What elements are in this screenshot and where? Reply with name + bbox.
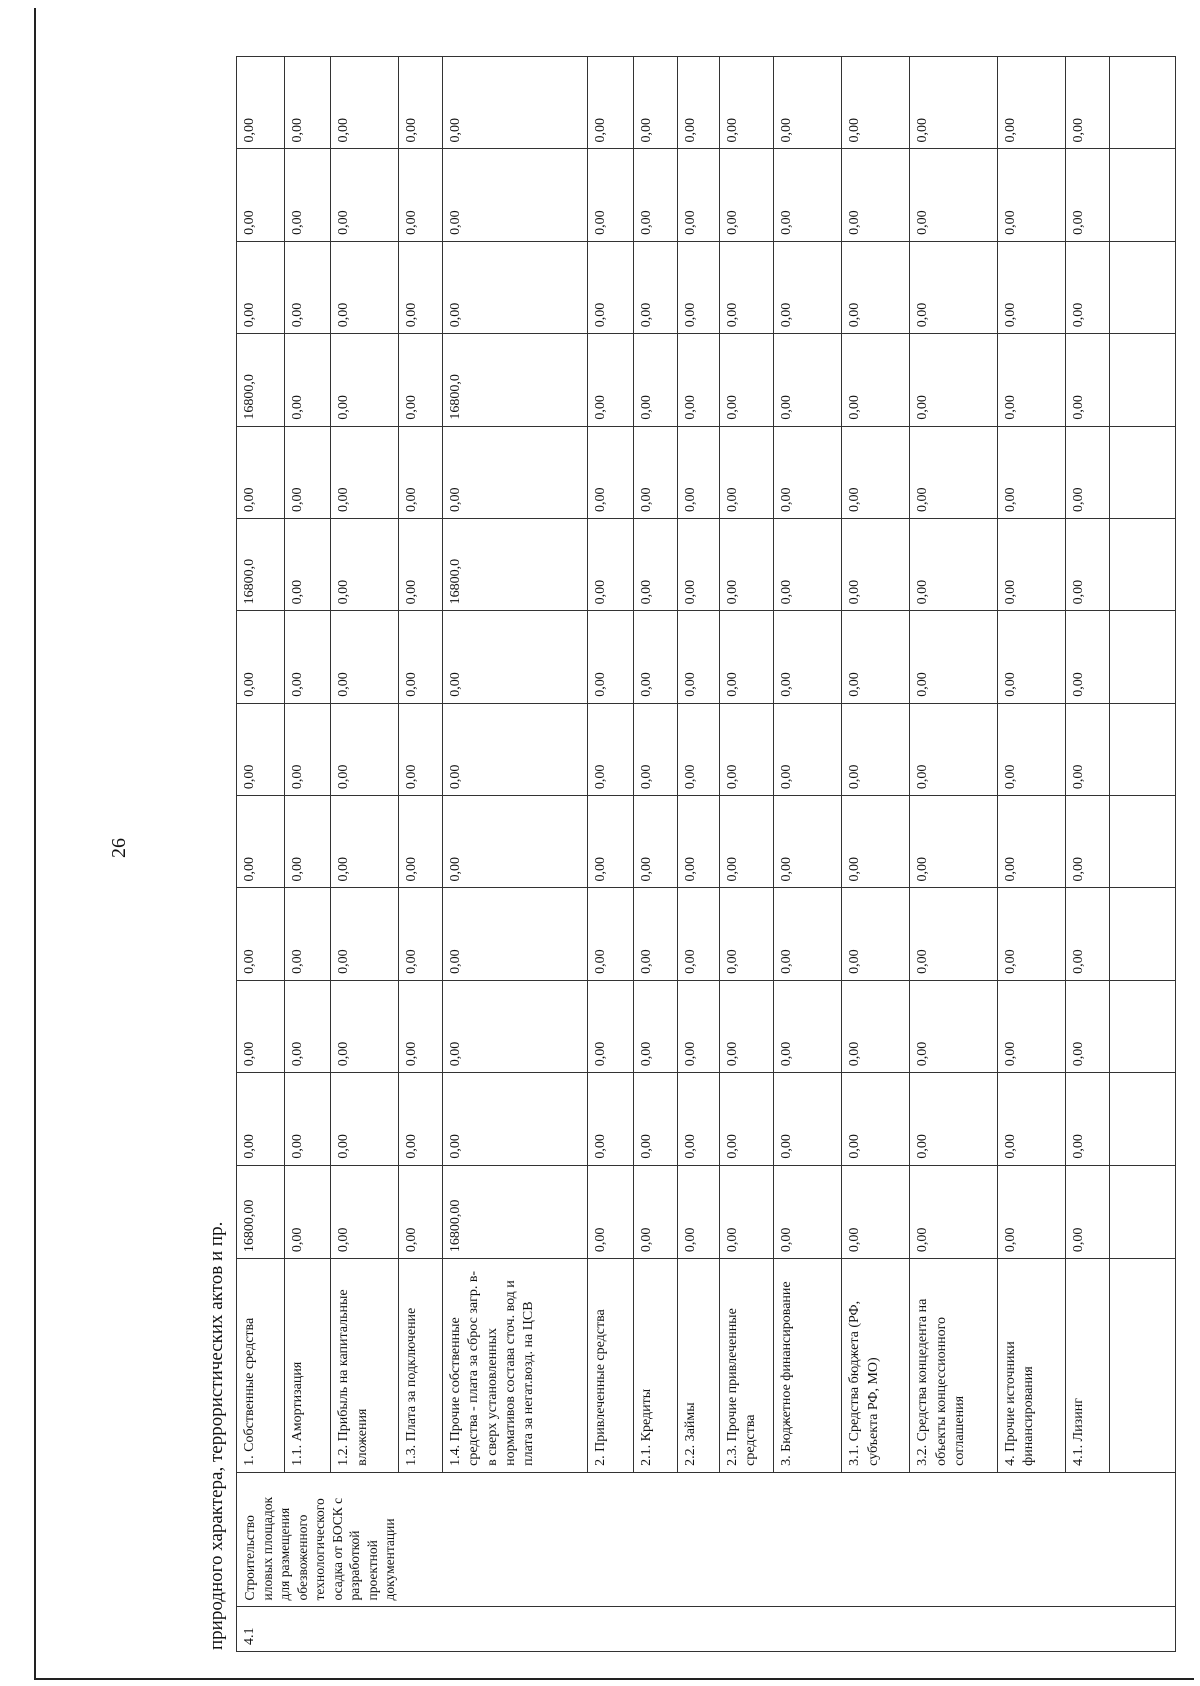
value-cell: 0,00 [285, 241, 331, 333]
value-cell: 0,00 [677, 888, 719, 980]
table-row [285, 57, 331, 1652]
value-cell: 0,00 [285, 980, 331, 1072]
funding-source: 3. Бюджетное финансирование [774, 1259, 842, 1473]
financing-table [236, 56, 1176, 1652]
value-cell: 0,00 [443, 611, 588, 703]
table-row [910, 57, 998, 1652]
value-cell: 0,00 [588, 611, 634, 703]
value-cell: 0,00 [634, 57, 678, 150]
value-cell: 0,00 [910, 149, 998, 241]
value-cell: 0,00 [842, 1073, 910, 1165]
value-cell: 16800,0 [237, 334, 285, 426]
value-cell: 0,00 [634, 241, 678, 333]
value-cell: 0,00 [842, 888, 910, 980]
value-cell: 0,00 [331, 57, 399, 150]
value-cell: 0,00 [285, 519, 331, 611]
value-cell: 0,00 [677, 1073, 719, 1165]
value-cell: 16800,00 [443, 1165, 588, 1258]
value-cell: 0,00 [588, 241, 634, 333]
funding-source: 1.3. Плата за подключение [399, 1259, 443, 1473]
value-cell: 0,00 [443, 426, 588, 518]
funding-source: 2. Привлеченные средства [588, 1259, 634, 1473]
value-cell: 0,00 [399, 426, 443, 518]
value-cell: 0,00 [399, 149, 443, 241]
value-cell: 0,00 [443, 980, 588, 1072]
value-cell: 0,00 [774, 703, 842, 795]
value-cell: 0,00 [910, 57, 998, 150]
value-cell: 0,00 [1066, 888, 1110, 980]
value-cell: 0,00 [399, 241, 443, 333]
value-cell: 0,00 [677, 426, 719, 518]
value-cell: 0,00 [588, 796, 634, 888]
value-cell: 0,00 [677, 980, 719, 1072]
value-cell: 0,00 [719, 1165, 774, 1258]
value-cell: 0,00 [443, 57, 588, 150]
value-cell: 0,00 [842, 611, 910, 703]
value-cell: 0,00 [588, 334, 634, 426]
value-cell: 0,00 [237, 241, 285, 333]
value-cell: 0,00 [285, 334, 331, 426]
value-cell: 0,00 [285, 703, 331, 795]
value-cell: 0,00 [910, 334, 998, 426]
value-cell: 0,00 [677, 149, 719, 241]
funding-source: 3.1. Средства бюджета (РФ, субъекта РФ, МО) [842, 1259, 910, 1473]
value-cell: 0,00 [677, 1165, 719, 1258]
value-cell: 0,00 [910, 888, 998, 980]
value-cell: 0,00 [842, 57, 910, 150]
empty-cell [1110, 1073, 1176, 1165]
value-cell: 0,00 [443, 703, 588, 795]
value-cell: 0,00 [774, 57, 842, 150]
table-row [842, 57, 910, 1652]
value-cell: 0,00 [237, 703, 285, 795]
value-cell: 0,00 [910, 426, 998, 518]
value-cell: 0,00 [331, 149, 399, 241]
value-cell: 0,00 [634, 611, 678, 703]
value-cell: 0,00 [331, 1165, 399, 1258]
value-cell: 0,00 [719, 888, 774, 980]
value-cell: 0,00 [910, 519, 998, 611]
value-cell: 0,00 [1066, 1073, 1110, 1165]
value-cell: 0,00 [719, 334, 774, 426]
empty-cell [1110, 149, 1176, 241]
value-cell: 0,00 [634, 426, 678, 518]
value-cell: 0,00 [331, 703, 399, 795]
value-cell: 0,00 [998, 703, 1066, 795]
value-cell: 0,00 [588, 1165, 634, 1258]
value-cell: 0,00 [399, 1165, 443, 1258]
value-cell: 0,00 [634, 149, 678, 241]
empty-cell [1110, 519, 1176, 611]
value-cell: 0,00 [677, 703, 719, 795]
value-cell: 0,00 [285, 611, 331, 703]
value-cell: 0,00 [719, 149, 774, 241]
value-cell: 0,00 [443, 796, 588, 888]
value-cell: 0,00 [285, 426, 331, 518]
value-cell: 0,00 [774, 1165, 842, 1258]
empty-cell [1110, 980, 1176, 1072]
table-body [237, 57, 1176, 1652]
empty-cell [1110, 888, 1176, 980]
value-cell: 0,00 [998, 519, 1066, 611]
value-cell: 0,00 [331, 241, 399, 333]
value-cell: 0,00 [285, 149, 331, 241]
value-cell: 0,00 [237, 980, 285, 1072]
value-cell: 0,00 [998, 149, 1066, 241]
value-cell: 0,00 [1066, 241, 1110, 333]
value-cell: 0,00 [842, 796, 910, 888]
empty-cell [1110, 703, 1176, 795]
value-cell: 16800,0 [443, 334, 588, 426]
value-cell: 0,00 [998, 1073, 1066, 1165]
value-cell: 0,00 [399, 796, 443, 888]
value-cell: 0,00 [1066, 57, 1110, 150]
value-cell: 0,00 [1066, 796, 1110, 888]
funding-source: 2.3. Прочие привлеченные средства [719, 1259, 774, 1473]
value-cell: 0,00 [588, 57, 634, 150]
empty-cell [1110, 796, 1176, 888]
value-cell: 0,00 [634, 980, 678, 1072]
value-cell: 0,00 [588, 149, 634, 241]
value-cell: 0,00 [331, 334, 399, 426]
value-cell: 0,00 [910, 1165, 998, 1258]
table-row [399, 57, 443, 1652]
value-cell: 0,00 [842, 149, 910, 241]
value-cell: 0,00 [1066, 1165, 1110, 1258]
value-cell: 0,00 [774, 149, 842, 241]
value-cell: 0,00 [842, 519, 910, 611]
value-cell: 0,00 [285, 57, 331, 150]
empty-cell [1110, 1259, 1176, 1473]
value-cell: 0,00 [285, 1165, 331, 1258]
value-cell: 0,00 [677, 611, 719, 703]
value-cell: 0,00 [774, 426, 842, 518]
value-cell: 0,00 [331, 611, 399, 703]
value-cell: 0,00 [719, 519, 774, 611]
value-cell: 0,00 [331, 519, 399, 611]
table-row [443, 57, 588, 1652]
value-cell: 0,00 [443, 241, 588, 333]
value-cell: 0,00 [677, 334, 719, 426]
value-cell: 0,00 [910, 796, 998, 888]
value-cell: 0,00 [998, 888, 1066, 980]
value-cell: 0,00 [634, 334, 678, 426]
value-cell: 0,00 [237, 426, 285, 518]
table-row [719, 57, 774, 1652]
value-cell: 0,00 [719, 611, 774, 703]
empty-cell [1110, 426, 1176, 518]
value-cell: 0,00 [237, 796, 285, 888]
value-cell: 0,00 [285, 796, 331, 888]
value-cell: 0,00 [719, 426, 774, 518]
table-row [1066, 57, 1110, 1652]
table-row [588, 57, 634, 1652]
value-cell: 0,00 [443, 1073, 588, 1165]
value-cell: 0,00 [1066, 149, 1110, 241]
value-cell: 0,00 [634, 1165, 678, 1258]
funding-source: 2.2. Займы [677, 1259, 719, 1473]
value-cell: 0,00 [842, 241, 910, 333]
funding-source: 4. Прочие источники финансирования [998, 1259, 1066, 1473]
funding-source: 2.1. Кредиты [634, 1259, 678, 1473]
value-cell: 0,00 [719, 57, 774, 150]
value-cell: 0,00 [1066, 980, 1110, 1072]
table-row [237, 57, 285, 1652]
value-cell: 0,00 [634, 888, 678, 980]
value-cell: 0,00 [331, 1073, 399, 1165]
table-row [677, 57, 719, 1652]
value-cell: 0,00 [774, 611, 842, 703]
empty-cell [1110, 334, 1176, 426]
value-cell: 0,00 [237, 1073, 285, 1165]
value-cell: 0,00 [399, 888, 443, 980]
funding-source: 1.4. Прочие собственные средства - плата за сброс загр. в-в сверх установленных нормативов состава сточ. вод и плата за негат.возд. на ЦСВ [443, 1259, 588, 1473]
value-cell: 0,00 [443, 888, 588, 980]
value-cell: 0,00 [998, 980, 1066, 1072]
value-cell: 0,00 [399, 519, 443, 611]
value-cell: 0,00 [634, 796, 678, 888]
value-cell: 0,00 [399, 611, 443, 703]
value-cell: 0,00 [842, 334, 910, 426]
table-row [331, 57, 399, 1652]
value-cell: 0,00 [588, 888, 634, 980]
value-cell: 0,00 [634, 703, 678, 795]
value-cell: 0,00 [1066, 611, 1110, 703]
value-cell: 0,00 [634, 1073, 678, 1165]
value-cell: 0,00 [842, 426, 910, 518]
funding-source: 4.1. Лизинг [1066, 1259, 1110, 1473]
value-cell: 0,00 [588, 703, 634, 795]
value-cell: 0,00 [719, 1073, 774, 1165]
value-cell: 0,00 [842, 980, 910, 1072]
value-cell: 0,00 [331, 980, 399, 1072]
value-cell: 16800,0 [237, 519, 285, 611]
item-number: 4.1 [237, 1607, 1176, 1652]
value-cell: 0,00 [910, 241, 998, 333]
value-cell: 0,00 [719, 241, 774, 333]
value-cell: 0,00 [998, 796, 1066, 888]
value-cell: 0,00 [677, 796, 719, 888]
value-cell: 0,00 [719, 980, 774, 1072]
value-cell: 0,00 [998, 611, 1066, 703]
funding-source: 3.2. Средства концедента на объекты концессионного соглашения [910, 1259, 998, 1473]
value-cell: 0,00 [677, 241, 719, 333]
value-cell: 0,00 [677, 57, 719, 150]
value-cell: 0,00 [285, 888, 331, 980]
value-cell: 0,00 [285, 1073, 331, 1165]
value-cell: 0,00 [774, 980, 842, 1072]
value-cell: 0,00 [588, 1073, 634, 1165]
page-number: 26 [108, 838, 130, 858]
empty-cell [1110, 241, 1176, 333]
value-cell: 16800,00 [237, 1165, 285, 1258]
value-cell: 0,00 [1066, 519, 1110, 611]
value-cell: 0,00 [910, 980, 998, 1072]
value-cell: 0,00 [443, 149, 588, 241]
value-cell: 0,00 [910, 611, 998, 703]
value-cell: 0,00 [634, 519, 678, 611]
value-cell: 0,00 [237, 57, 285, 150]
value-cell: 0,00 [774, 519, 842, 611]
table-row [774, 57, 842, 1652]
value-cell: 0,00 [719, 703, 774, 795]
value-cell: 0,00 [842, 1165, 910, 1258]
table-row [998, 57, 1066, 1652]
value-cell: 0,00 [399, 980, 443, 1072]
value-cell: 0,00 [998, 241, 1066, 333]
empty-cell [1110, 1165, 1176, 1258]
value-cell: 0,00 [998, 334, 1066, 426]
table-row [634, 57, 678, 1652]
value-cell: 0,00 [719, 796, 774, 888]
value-cell: 0,00 [1066, 426, 1110, 518]
value-cell: 0,00 [774, 334, 842, 426]
value-cell: 0,00 [774, 1073, 842, 1165]
value-cell: 0,00 [910, 1073, 998, 1165]
value-cell: 0,00 [237, 149, 285, 241]
funding-source: 1. Собственные средства [237, 1259, 285, 1473]
empty-cell [1110, 57, 1176, 150]
funding-source: 1.1. Амортизация [285, 1259, 331, 1473]
value-cell: 0,00 [399, 1073, 443, 1165]
value-cell: 0,00 [1066, 334, 1110, 426]
value-cell: 0,00 [237, 611, 285, 703]
value-cell: 0,00 [774, 888, 842, 980]
value-cell: 0,00 [237, 888, 285, 980]
value-cell: 0,00 [331, 796, 399, 888]
value-cell: 0,00 [998, 426, 1066, 518]
value-cell: 0,00 [677, 519, 719, 611]
value-cell: 16800,0 [443, 519, 588, 611]
value-cell: 0,00 [399, 334, 443, 426]
value-cell: 0,00 [774, 796, 842, 888]
value-cell: 0,00 [588, 980, 634, 1072]
item-object: Строительство иловых площадок для размещения обезвоженного технологического осадка от БОСК с разработкой проектной документации [237, 1472, 1176, 1607]
funding-source: 1.2. Прибыль на капитальные вложения [331, 1259, 399, 1473]
value-cell: 0,00 [998, 1165, 1066, 1258]
value-cell: 0,00 [399, 57, 443, 150]
value-cell: 0,00 [588, 519, 634, 611]
empty-cell [1110, 611, 1176, 703]
value-cell: 0,00 [774, 241, 842, 333]
value-cell: 0,00 [588, 426, 634, 518]
value-cell: 0,00 [331, 888, 399, 980]
value-cell: 0,00 [842, 703, 910, 795]
table-caption: природного характера, террористических актов и пр. [206, 1221, 227, 1650]
value-cell: 0,00 [1066, 703, 1110, 795]
table-row-empty [1110, 57, 1176, 1652]
value-cell: 0,00 [399, 703, 443, 795]
value-cell: 0,00 [331, 426, 399, 518]
value-cell: 0,00 [910, 703, 998, 795]
value-cell: 0,00 [998, 57, 1066, 150]
